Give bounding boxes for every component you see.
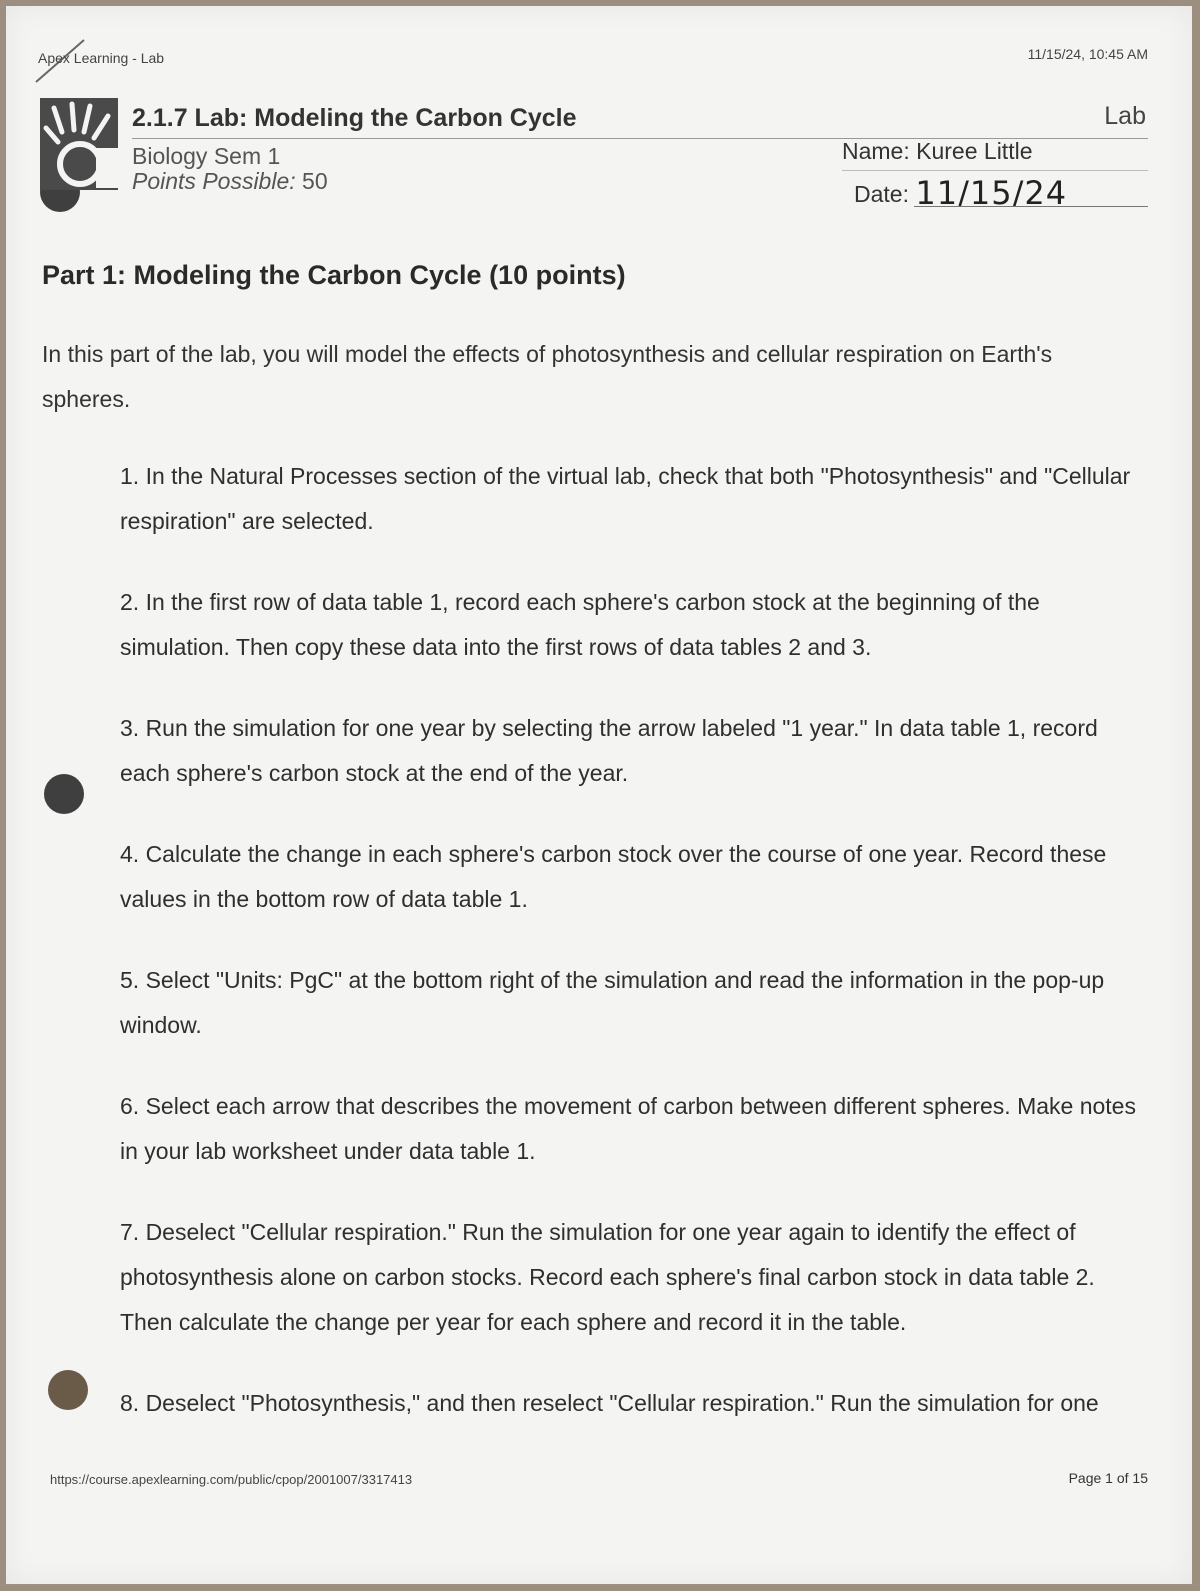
lab-type-label: Lab xyxy=(1104,102,1146,130)
points-possible xyxy=(132,168,328,195)
part-heading: Part 1: Modeling the Carbon Cycle (10 points) xyxy=(42,260,626,290)
lab-title: 2.1.7 Lab: Modeling the Carbon Cycle xyxy=(132,104,577,132)
printed-page xyxy=(6,6,1192,1584)
date-field xyxy=(854,172,1148,212)
punch-hole xyxy=(48,1370,88,1410)
name-field xyxy=(842,138,1148,171)
course-name: Biology Sem 1 xyxy=(132,143,281,169)
date-underline xyxy=(914,206,1148,207)
name-label: Name: xyxy=(842,138,910,164)
points-value: 50 xyxy=(302,168,328,194)
apex-logo-icon xyxy=(40,98,118,190)
instruction-list xyxy=(120,454,1150,1462)
punch-hole xyxy=(44,774,84,814)
print-datetime: 11/15/24, 10:45 AM xyxy=(1027,46,1148,62)
print-site-label: Apex Learning - Lab xyxy=(38,50,165,66)
part-intro: In this part of the lab, you will model the effects of photosynthesis and cellular respiration on Earth's spheres. xyxy=(42,341,1053,412)
page-number: Page 1 of 15 xyxy=(1068,1470,1148,1486)
instruction-step: 6. Select each arrow that describes the movement of carbon between different spheres. Make notes in your lab worksheet under data table 1. xyxy=(120,1093,1136,1164)
date-value-handwritten: 11/15/24 xyxy=(915,174,1068,212)
instruction-step: 2. In the first row of data table 1, record each sphere's carbon stock at the beginning of the simulation. Then copy these data into the first rows of data tables 2 and 3. xyxy=(120,589,1040,660)
instruction-step: 4. Calculate the change in each sphere's carbon stock over the course of one year. Record these values in the bottom row of data table 1. xyxy=(120,841,1107,912)
date-label: Date: xyxy=(854,181,909,207)
footer-url: https://course.apexlearning.com/public/cpop/2001007/3317413 xyxy=(50,1472,413,1487)
points-label: Points Possible: xyxy=(132,168,296,194)
instruction-step: 1. In the Natural Processes section of the virtual lab, check that both "Photosynthesis" and "Cellular respiration" are selected. xyxy=(120,463,1131,534)
name-value: Kuree Little xyxy=(916,138,1033,164)
instruction-step: 7. Deselect "Cellular respiration." Run the simulation for one year again to identify the effect of photosynthesis alone on carbon stocks. Record each sphere's final carbon stock in data table 2. Then calculate the change per year for each sphere and record it in the table. xyxy=(120,1219,1095,1335)
instruction-step: 8. Deselect "Photosynthesis," and then reselect "Cellular respiration." Run the simulation for one xyxy=(120,1390,1099,1416)
instruction-step: 3. Run the simulation for one year by selecting the arrow labeled "1 year." In data table 1, record each sphere's carbon stock at the end of the year. xyxy=(120,715,1098,786)
instruction-step: 5. Select "Units: PgC" at the bottom right of the simulation and read the information in the pop-up window. xyxy=(120,967,1105,1038)
